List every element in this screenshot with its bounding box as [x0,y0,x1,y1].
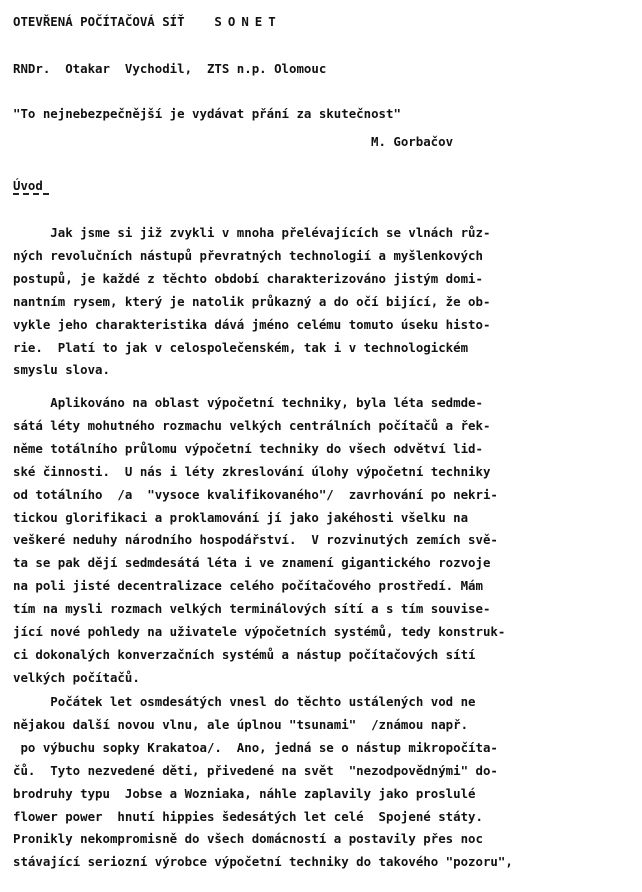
text-line: veškeré neduhy národního hospodářství. V rozvinutých zemích svě- [13,532,498,548]
text-line: tím na mysli rozmach velkých terminálových sítí a s tím souvise- [13,601,491,617]
text-line: vykle jeho charakteristika dává jméno celému tomuto úseku histo- [13,316,491,332]
title-sub: SONET [214,14,282,29]
text-line: sátá léty mohutného rozmachu velkých centrálních počítačů a řek- [13,417,491,433]
text-line: na poli jisté decentralizace celého počítačového prostředí. Mám [13,578,483,594]
epigraph-author: M. Gorbačov [371,134,454,149]
text-line: stávající seriozní výrobce výpočetní techniky do takového "pozoru", [13,854,513,870]
text-line: tickou glorifikaci a proklamování jí jako jakéhosti všelku na [13,509,469,525]
text-line: postupů, je každé z těchto období charakterizováno jistým domi- [13,270,483,286]
text-line: Jak jsme si již zvykli v mnoha přelévajících se vlnách růz- [13,225,491,240]
document-title [13,16,282,28]
section-heading: Úvod [13,178,43,193]
text-line: nějakou další novou vlnu, ale úplnou "tsunami" /známou např. [13,716,469,732]
text-line: po výbuchu sopky Krakatoa/. Ano, jedná se o nástup mikropočíta- [13,739,498,755]
text-line: ci dokonalých konverzačních systémů a nástup počítačových sítí [13,646,476,662]
text-line: brodruhy typu Jobse a Wozniaka, náhle zaplavily jako proslulé [13,785,476,801]
text-line: čů. Tyto nezvedené děti, přivedené na svět "nezodpovědnými" do- [13,762,498,778]
text-line: ných revolučních nástupů převratných technologií a myšlenkových [13,247,483,263]
text-line: velkých počítačů. [13,669,140,685]
text-line: od totálního /a "vysoce kvalifikovaného"/ zavrhování po nekri- [13,486,498,502]
text-line: Pronikly nekompromisně do všech domácností a postavily přes noc [13,831,483,847]
text-line: Počátek let osmdesátých vnesl do těchto ustálených vod ne [13,694,476,709]
author-line: RNDr. Otakar Vychodil, ZTS n.p. Olomouc [13,61,327,76]
heading-underline [13,193,49,195]
text-line: rie. Platí to jak v celospolečenském, tak i v technologickém [13,339,469,355]
text-line: jící nové pohledy na uživatele výpočetních systémů, tedy konstruk- [13,624,506,639]
text-line: něme totálního průlomu výpočetní techniky do všech odvětví lid- [13,440,483,456]
text-line: ta se pak dějí sedmdesátá léta i ve znamení gigantického rozvoje [13,555,491,571]
text-line: Aplikováno na oblast výpočetní techniky, byla léta sedmde- [13,395,483,410]
text-line: smyslu slova. [13,362,110,378]
epigraph-quote: "To nejnebezpečnější je vydávat přání za skutečnost" [13,106,401,121]
text-line: nantním rysem, který je natolik průkazný a do očí bijící, že ob- [13,293,491,309]
text-line: ské činnosti. U nás i léty zkreslování úlohy výpočetní techniky [13,463,491,479]
title-main: OTEVŘENÁ POČÍTAČOVÁ SÍŤ [13,14,185,29]
text-line: flower power hnutí hippies šedesátých let celé Spojené státy. [13,808,483,824]
